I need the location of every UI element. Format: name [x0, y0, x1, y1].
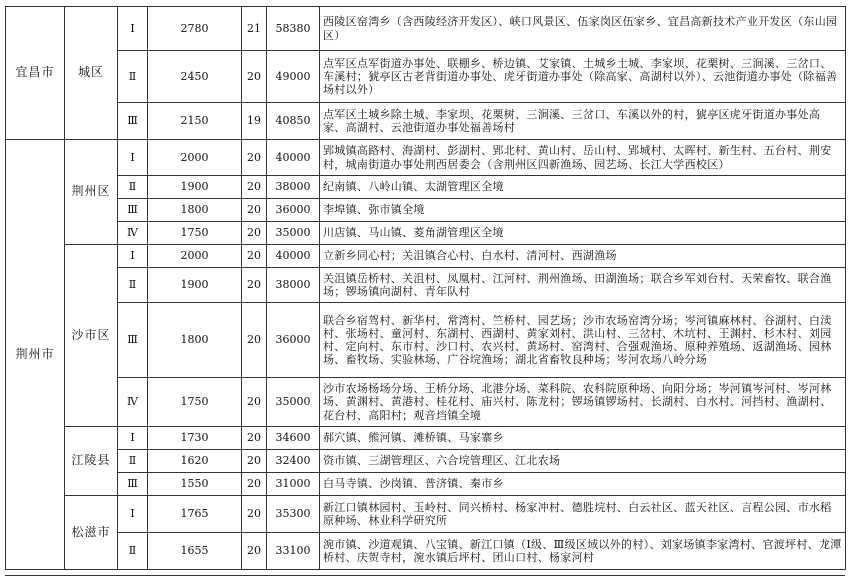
price-cell: 1765: [148, 496, 242, 533]
amount-cell: 34600: [267, 427, 320, 450]
district-cell: 城区: [65, 7, 118, 140]
areas-cell: 联合乡宿驾村、新华村、常湾村、竺桥村、园艺场；沙市农场窑湾分场；岑河镇麻林村、谷湖村、白渎村、张场村、童河村、东湖村、西湖村、黄家刘村、洪山村、三岔村、木坑村、王渊村、杉木村、刘园村、定向村、东市村、沙口村、农兴村、黄场村、窑湾村、合强观渔场、原种养殖场、返湖渔场、园林场、畜牧场、实验林场、广谷垸渔场；湖北省畜牧良种场；岑河农场八岭分场: [320, 303, 846, 378]
multiplier-cell: 21: [242, 7, 267, 51]
table-row: [6, 245, 846, 268]
table-row: [6, 303, 846, 378]
table-row: [6, 7, 846, 51]
price-cell: 1900: [148, 268, 242, 303]
district-cell: 江陵县: [65, 427, 118, 496]
grade-cell: Ⅳ: [118, 222, 148, 245]
grade-cell: Ⅱ: [118, 450, 148, 473]
price-cell: 1750: [148, 378, 242, 427]
amount-cell: 32400: [267, 450, 320, 473]
multiplier-cell: 20: [242, 222, 267, 245]
amount-cell: 36000: [267, 199, 320, 222]
price-cell: 2450: [148, 51, 242, 103]
price-cell: 1900: [148, 176, 242, 199]
grade-cell: Ⅳ: [118, 378, 148, 427]
amount-cell: 35000: [267, 222, 320, 245]
district-cell: 松滋市: [65, 496, 118, 570]
multiplier-cell: 20: [242, 450, 267, 473]
amount-cell: 38000: [267, 268, 320, 303]
multiplier-cell: 20: [242, 176, 267, 199]
grade-cell: Ⅱ: [118, 533, 148, 570]
table-row: [6, 51, 846, 103]
land-price-table: [5, 6, 846, 570]
district-cell: 荆州区: [65, 140, 118, 245]
multiplier-cell: 20: [242, 533, 267, 570]
multiplier-cell: 20: [242, 378, 267, 427]
grade-cell: Ⅲ: [118, 473, 148, 496]
district-cell: 沙市区: [65, 245, 118, 427]
table-row: [6, 378, 846, 427]
areas-cell: 白马寺镇、沙岗镇、普济镇、秦市乡: [320, 473, 846, 496]
price-cell: 1550: [148, 473, 242, 496]
amount-cell: 31000: [267, 473, 320, 496]
amount-cell: 58380: [267, 7, 320, 51]
areas-cell: 资市镇、三湖管理区、六合垸管理区、江北农场: [320, 450, 846, 473]
areas-cell: 西陵区窑湾乡（含西陵经济开发区）、峡口风景区、伍家岗区伍家乡、宜昌高新技术产业开发区（东山园区）: [320, 7, 846, 51]
areas-cell: 涴市镇、沙道观镇、八宝镇、新江口镇（Ⅰ级、Ⅲ级区域以外的村）、刘家场镇李家湾村、官渡坪村、龙潭桥村、庆贺寺村，涴水镇后坪村、团山口村、杨家河村: [320, 533, 846, 570]
multiplier-cell: 20: [242, 496, 267, 533]
table-row: [6, 533, 846, 570]
price-cell: 1800: [148, 303, 242, 378]
table-row: [6, 103, 846, 140]
price-cell: 1655: [148, 533, 242, 570]
multiplier-cell: 20: [242, 140, 267, 176]
price-cell: 1800: [148, 199, 242, 222]
amount-cell: 40000: [267, 140, 320, 176]
table-row: [6, 450, 846, 473]
price-cell: 2000: [148, 245, 242, 268]
amount-cell: 35300: [267, 496, 320, 533]
areas-cell: 新江口镇林园村、玉岭村、同兴桥村、杨家冲村、德胜垸村、白云社区、蓝天社区、言程公园、市水稻原种场、林业科学研究所: [320, 496, 846, 533]
grade-cell: Ⅲ: [118, 199, 148, 222]
amount-cell: 40850: [267, 103, 320, 140]
multiplier-cell: 19: [242, 103, 267, 140]
multiplier-cell: 20: [242, 303, 267, 378]
grade-cell: Ⅰ: [118, 496, 148, 533]
table-row: [6, 496, 846, 533]
amount-cell: 36000: [267, 303, 320, 378]
areas-cell: 郝穴镇、熊河镇、滩桥镇、马家寨乡: [320, 427, 846, 450]
grade-cell: Ⅲ: [118, 303, 148, 378]
amount-cell: 49000: [267, 51, 320, 103]
areas-cell: 沙市农场杨场分场、王桥分场、北港分场、菜科院、农科院原种场、向阳分场；岑河镇岑河村、岑河林场、黄渊村、黄港村、桂花村、庙兴村、陈龙村；锣场镇锣场村、长湖村、白水村、河挡村、渔湖村、花台村、高阳村；观音垱镇全境: [320, 378, 846, 427]
price-cell: 1750: [148, 222, 242, 245]
multiplier-cell: 20: [242, 268, 267, 303]
areas-cell: 立新乡同心村；关沮镇合心村、白水村、清河村、西湖渔场: [320, 245, 846, 268]
grade-cell: Ⅰ: [118, 427, 148, 450]
amount-cell: 33100: [267, 533, 320, 570]
areas-cell: 关沮镇岳桥村、关沮村、凤凰村、江河村、荆州渔场、田湖渔场；联合乡军刘台村、天荣畜牧、联合渔场；锣场镇向湖村、青年队村: [320, 268, 846, 303]
price-cell: 2780: [148, 7, 242, 51]
multiplier-cell: 20: [242, 473, 267, 496]
table-row: [6, 176, 846, 199]
price-cell: 1730: [148, 427, 242, 450]
grade-cell: Ⅰ: [118, 7, 148, 51]
grade-cell: Ⅰ: [118, 245, 148, 268]
bottom-border: [5, 575, 845, 576]
table-row: [6, 268, 846, 303]
multiplier-cell: 20: [242, 199, 267, 222]
areas-cell: 李埠镇、弥市镇全境: [320, 199, 846, 222]
grade-cell: Ⅲ: [118, 103, 148, 140]
grade-cell: Ⅰ: [118, 140, 148, 176]
areas-cell: 川店镇、马山镇、菱角湖管理区全境: [320, 222, 846, 245]
table-row: [6, 140, 846, 176]
multiplier-cell: 20: [242, 51, 267, 103]
grade-cell: Ⅱ: [118, 51, 148, 103]
multiplier-cell: 20: [242, 245, 267, 268]
areas-cell: 点军区点军街道办事处、联棚乡、桥边镇、艾家镇、土城乡土城、李家坝、花栗树、三涧溪、三岔口、车溪村；猇亭区古老背街道办事处、虎牙街道办事处（除高家、高湖村以外）、云池街道办事处（除福善场村以外）: [320, 51, 846, 103]
city-cell: 荆州市: [6, 140, 65, 570]
areas-cell: 点军区土城乡除土城、李家坝、花栗树、三涧溪、三岔口、车溪以外的村，猇亭区虎牙街道办事处高家、高湖村、云池街道办事处福善场村: [320, 103, 846, 140]
amount-cell: 35000: [267, 378, 320, 427]
price-cell: 1620: [148, 450, 242, 473]
amount-cell: 40000: [267, 245, 320, 268]
amount-cell: 38000: [267, 176, 320, 199]
table-row: [6, 473, 846, 496]
city-cell: 宜昌市: [6, 7, 65, 140]
price-cell: 2150: [148, 103, 242, 140]
grade-cell: Ⅱ: [118, 176, 148, 199]
table-row: [6, 222, 846, 245]
table-row: [6, 427, 846, 450]
areas-cell: 郢城镇高路村、海湖村、彭湖村、郢北村、黄山村、岳山村、郢城村、太晖村、新生村、五台村、荆安村，城南街道办事处荆西居委会（含荆州区四新渔场、园艺场、长江大学西校区）: [320, 140, 846, 176]
table-row: [6, 199, 846, 222]
areas-cell: 纪南镇、八岭山镇、太湖管理区全境: [320, 176, 846, 199]
grade-cell: Ⅱ: [118, 268, 148, 303]
price-cell: 2000: [148, 140, 242, 176]
multiplier-cell: 20: [242, 427, 267, 450]
